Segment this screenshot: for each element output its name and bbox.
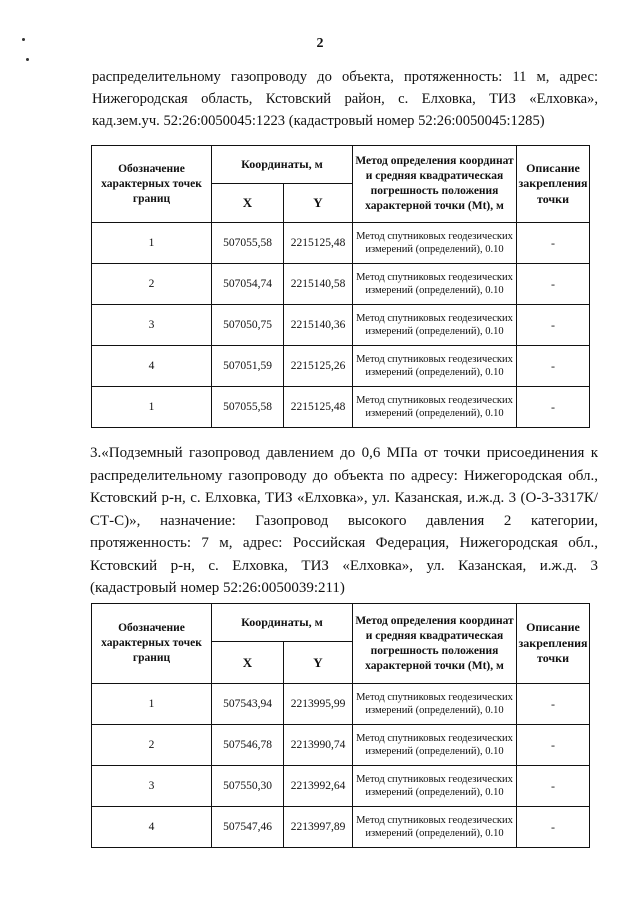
coordinates-table-2 (91, 603, 590, 848)
cell-point: 3 (92, 766, 212, 807)
table-row (92, 223, 590, 264)
cell-description: - (517, 766, 590, 807)
header-point: Обозначение характерных точек границ (92, 146, 212, 223)
cell-y: 2215125,48 (284, 387, 353, 428)
cell-x: 507050,75 (212, 305, 284, 346)
cell-y: 2215140,58 (284, 264, 353, 305)
table-row (92, 305, 590, 346)
cell-method: Метод спутниковых геодезических измерений (определений), 0.10 (353, 264, 517, 305)
cell-method: Метод спутниковых геодезических измерений (определений), 0.10 (353, 807, 517, 848)
cell-description: - (517, 684, 590, 725)
cell-method: Метод спутниковых геодезических измерений (определений), 0.10 (353, 766, 517, 807)
cell-y: 2215140,36 (284, 305, 353, 346)
header-point: Обозначение характерных точек границ (92, 604, 212, 684)
cell-method: Метод спутниковых геодезических измерений (определений), 0.10 (353, 684, 517, 725)
cell-x: 507055,58 (212, 387, 284, 428)
cell-point: 4 (92, 346, 212, 387)
cell-y: 2213995,99 (284, 684, 353, 725)
header-coordinates: Координаты, м (212, 604, 353, 642)
table-row (92, 684, 590, 725)
header-method: Метод определения координат и средняя квадратическая погрешность положения характерной точки (Mt), м (353, 146, 517, 223)
cell-method: Метод спутниковых геодезических измерений (определений), 0.10 (353, 725, 517, 766)
cell-description: - (517, 346, 590, 387)
scan-mark (26, 58, 29, 61)
paragraph-gas-pipeline-1: распределительному газопроводу до объекта, протяженность: 11 м, адрес: Нижегородская область, Кстовский район, с. Елховка, ТИЗ «Елховка», кад.зем.уч. 52:26:0050045:1223 (кадастровый номер 52:26:0050045:1285) (92, 69, 598, 129)
cell-description: - (517, 725, 590, 766)
cell-point: 1 (92, 223, 212, 264)
cell-y: 2215125,48 (284, 223, 353, 264)
cell-y: 2213997,89 (284, 807, 353, 848)
cell-x: 507547,46 (212, 807, 284, 848)
header-x: X (212, 184, 284, 223)
cell-method: Метод спутниковых геодезических измерений (определений), 0.10 (353, 346, 517, 387)
cell-description: - (517, 223, 590, 264)
page-number: 2 (316, 36, 324, 51)
cell-description: - (517, 807, 590, 848)
cell-point: 4 (92, 807, 212, 848)
cell-y: 2213990,74 (284, 725, 353, 766)
header-y: Y (284, 184, 353, 223)
cell-y: 2213992,64 (284, 766, 353, 807)
header-y: Y (284, 642, 353, 684)
header-description: Описание закрепления точки (517, 146, 590, 223)
cell-point: 1 (92, 684, 212, 725)
paragraph-gas-pipeline-3: 3.«Подземный газопровод давлением до 0,6 МПа от точки присоединения к распределительному газопроводу до объекта по адресу: Нижегородская обл., Кстовский р-н, с. Елховка, ТИЗ «Елховка», ул. Казанская, и.ж.д. 3 (О-3-3317К/СТ-С)», назначение: Газопровод высокого давления 2 категории, протяженность: 7 м, адрес: Российская Федерация, Нижегородская обл., Кстовский р-н, с. Елховка, ТИЗ «Елховка», ул. Казанская, и.ж.д. 3 (кадастровый номер 52:26:0050039:211) (90, 445, 598, 596)
header-coordinates: Координаты, м (212, 146, 353, 184)
cell-x: 507055,58 (212, 223, 284, 264)
cell-x: 507550,30 (212, 766, 284, 807)
table-row (92, 725, 590, 766)
cell-y: 2215125,26 (284, 346, 353, 387)
cell-description: - (517, 264, 590, 305)
cell-description: - (517, 387, 590, 428)
table-row (92, 346, 590, 387)
table-row (92, 766, 590, 807)
table-row (92, 807, 590, 848)
cell-x: 507546,78 (212, 725, 284, 766)
cell-method: Метод спутниковых геодезических измерений (определений), 0.10 (353, 387, 517, 428)
header-description: Описание закрепления точки (517, 604, 590, 684)
cell-method: Метод спутниковых геодезических измерений (определений), 0.10 (353, 305, 517, 346)
cell-x: 507543,94 (212, 684, 284, 725)
cell-point: 2 (92, 725, 212, 766)
cell-point: 2 (92, 264, 212, 305)
coordinates-table-1 (91, 145, 590, 428)
cell-x: 507054,74 (212, 264, 284, 305)
table-row (92, 387, 590, 428)
cell-x: 507051,59 (212, 346, 284, 387)
cell-description: - (517, 305, 590, 346)
cell-method: Метод спутниковых геодезических измерений (определений), 0.10 (353, 223, 517, 264)
cell-point: 3 (92, 305, 212, 346)
header-x: X (212, 642, 284, 684)
cell-point: 1 (92, 387, 212, 428)
header-method: Метод определения координат и средняя квадратическая погрешность положения характерной точки (Mt), м (353, 604, 517, 684)
table-row (92, 264, 590, 305)
